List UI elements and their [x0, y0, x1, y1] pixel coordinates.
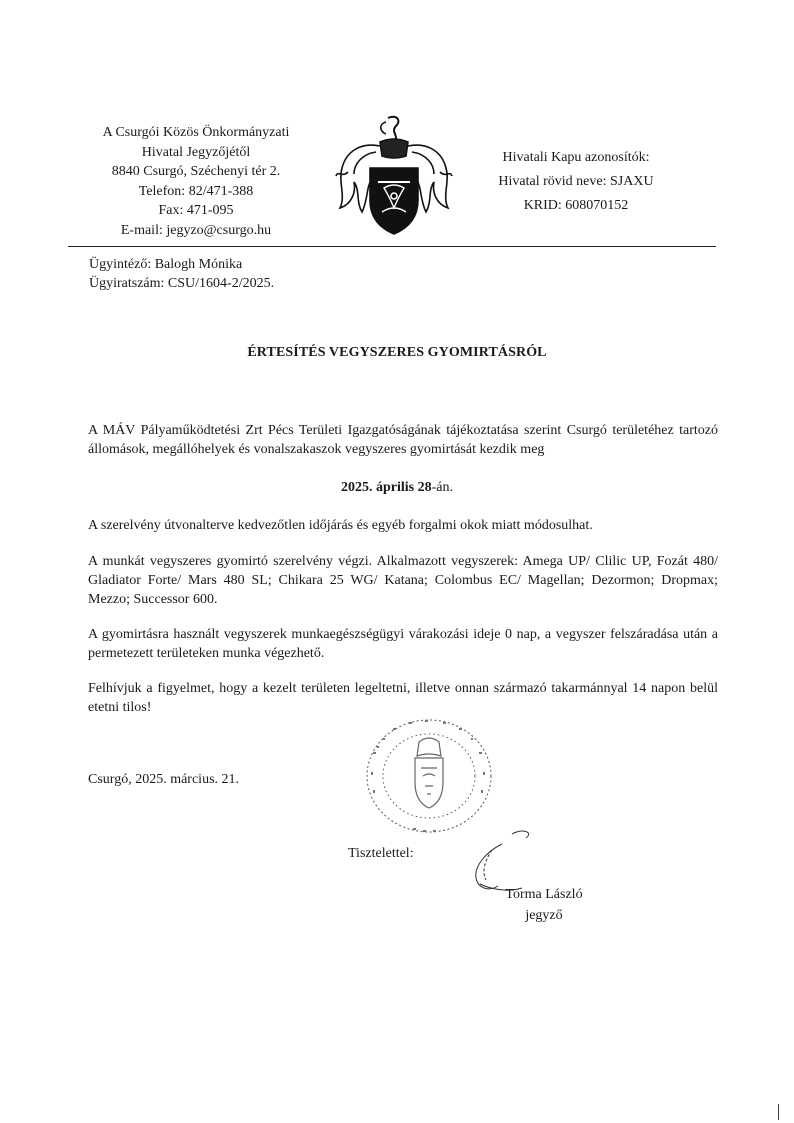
place-and-date: Csurgó, 2025. március. 21. — [88, 772, 240, 787]
issuer-phone: Telefon: 82/471-388 — [138, 183, 254, 199]
warning-paragraph: Felhívjuk a figyelmet, hogy a kezelt területen legeltetni, illetve onnan származó takarmánnyal 14 napon belül etetni tilos! — [88, 681, 718, 715]
office-short-name: Hivatal rövid neve: SJAXU — [498, 174, 654, 189]
intro-paragraph: A MÁV Pályaműködtetési Zrt Pécs Területi Igazgatóságának tájékoztatása szerint Csurgó területéhez tartozó állomások, megállóhelyek és vonalszakaszok vegyszeres gyomirtását kezdik meg — [88, 423, 718, 457]
signer-name: Torma László — [505, 887, 583, 902]
document-meta — [89, 255, 274, 293]
issuer-email: E-mail: jegyzo@csurgo.hu — [120, 222, 272, 238]
issuer-line-1: A Csurgói Közös Önkormányzati — [102, 125, 290, 140]
issuer-fax: Fax: 471-095 — [158, 203, 234, 219]
identifiers-heading: Hivatali Kapu azonosítók: — [502, 150, 650, 165]
issuer-address-block — [80, 123, 312, 241]
header-divider — [68, 246, 716, 247]
start-date: 2025. április 28 — [340, 480, 432, 495]
waiting-period-paragraph: A gyomirtásra használt vegyszerek munkaegészségügyi várakozási ideje 0 nap, a vegyszer felszáradása után a permetezett területeken munka végezhető. — [88, 627, 718, 661]
greeting: Tisztelettel: — [348, 846, 414, 861]
issuer-line-2: Hivatal Jegyzőjétől — [141, 144, 251, 160]
office-krid: KRID: 608070152 — [523, 198, 629, 213]
document-title: ÉRTESÍTÉS VEGYSZERES GYOMIRTÁSRÓL — [247, 345, 547, 360]
signer-title: jegyző — [525, 908, 563, 923]
handler-line: Ügyintéző: Balogh Mónika — [89, 257, 243, 272]
scan-edge-mark — [778, 1104, 779, 1120]
chemicals-paragraph: A munkát vegyszeres gyomirtó szerelvény végzi. Alkalmazott vegyszerek: Amega UP/ Clilic UP, Fozát 480/ Gladiator Forte/ Mars 480 SL; Chikara 25 WG/ Katana; Colombus EC/ Magellan; Dezormon; Dropmax; Mezzo; Successor 600. — [88, 554, 718, 607]
coat-of-arms-icon — [326, 112, 462, 240]
official-stamp-icon — [353, 712, 503, 838]
start-date-suffix: -án. — [431, 480, 453, 495]
route-note-paragraph: A szerelvény útvonalterve kedvezőtlen időjárás és egyéb forgalmi okok miatt módosulhat. — [88, 518, 593, 533]
start-date-line — [60, 480, 734, 496]
office-identifiers — [478, 146, 674, 218]
signer-block — [488, 884, 600, 926]
issuer-address: 8840 Csurgó, Széchenyi tér 2. — [111, 164, 281, 180]
file-number-line: Ügyiratszám: CSU/1604-2/2025. — [89, 276, 275, 291]
